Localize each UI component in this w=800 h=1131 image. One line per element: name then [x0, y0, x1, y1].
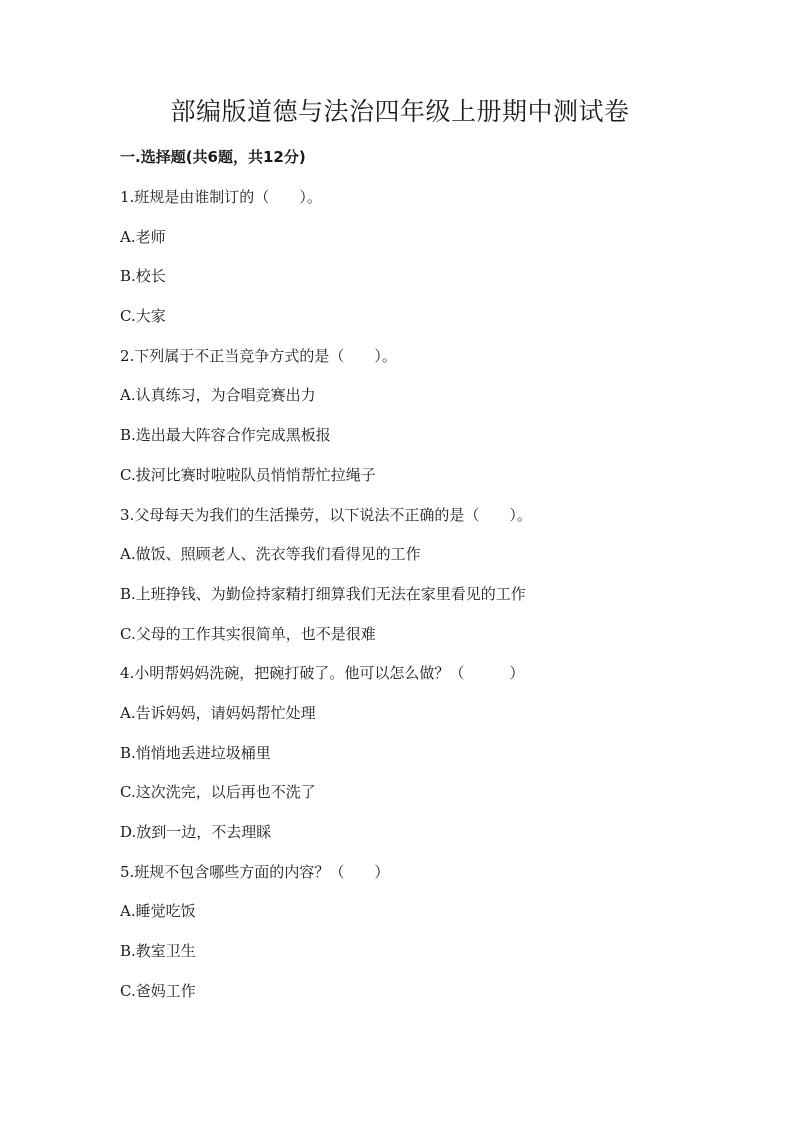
- q1-option-b: B.校长: [120, 267, 166, 286]
- q5-option-b: B.教室卫生: [120, 942, 196, 961]
- q5-option-c: C.爸妈工作: [120, 981, 196, 1000]
- q4-option-a: A.告诉妈妈，请妈妈帮忙处理: [120, 703, 316, 722]
- q3-option-c: C.父母的工作其实很简单，也不是很难: [120, 624, 376, 643]
- q1-option-c: C.大家: [120, 307, 166, 326]
- question-1: 1.班规是由谁制订的（ ）。: [120, 188, 322, 206]
- question-4: 4.小明帮妈妈洗碗，把碗打破了。他可以怎么做？（ ）: [120, 664, 525, 683]
- question-3: 3.父母每天为我们的生活操劳，以下说法不正确的是（ ）。: [120, 505, 532, 524]
- q2-option-c: C.拔河比赛时啦啦队员悄悄帮忙拉绳子: [120, 465, 376, 484]
- q4-option-b: B.悄悄地丢进垃圾桶里: [120, 743, 271, 762]
- q3-option-b: B.上班挣钱、为勤俭持家精打细算我们无法在家里看见的工作: [120, 584, 526, 603]
- q3-option-a: A.做饭、照顾老人、洗衣等我们看得见的工作: [120, 545, 421, 564]
- q2-option-b: B.选出最大阵容合作完成黑板报: [120, 426, 331, 445]
- question-list: [120, 186, 740, 1019]
- question-5: 5.班规不包含哪些方面的内容？（ ）: [120, 862, 390, 881]
- q4-option-c: C.这次洗完，以后再也不洗了: [120, 783, 316, 802]
- q4-option-d: D.放到一边，不去理睬: [120, 823, 272, 841]
- question-2: 2.下列属于不正当竞争方式的是（ ）。: [120, 346, 397, 365]
- q1-option-a: A.老师: [120, 227, 166, 246]
- q2-option-a: A.认真练习，为合唱竞赛出力: [120, 386, 316, 405]
- page-title: 部编版道德与法治四年级上册期中测试卷: [170, 97, 630, 126]
- q5-option-a: A.睡觉吃饭: [120, 902, 196, 921]
- section-heading: 一.选择题(共6题，共12分): [120, 148, 306, 166]
